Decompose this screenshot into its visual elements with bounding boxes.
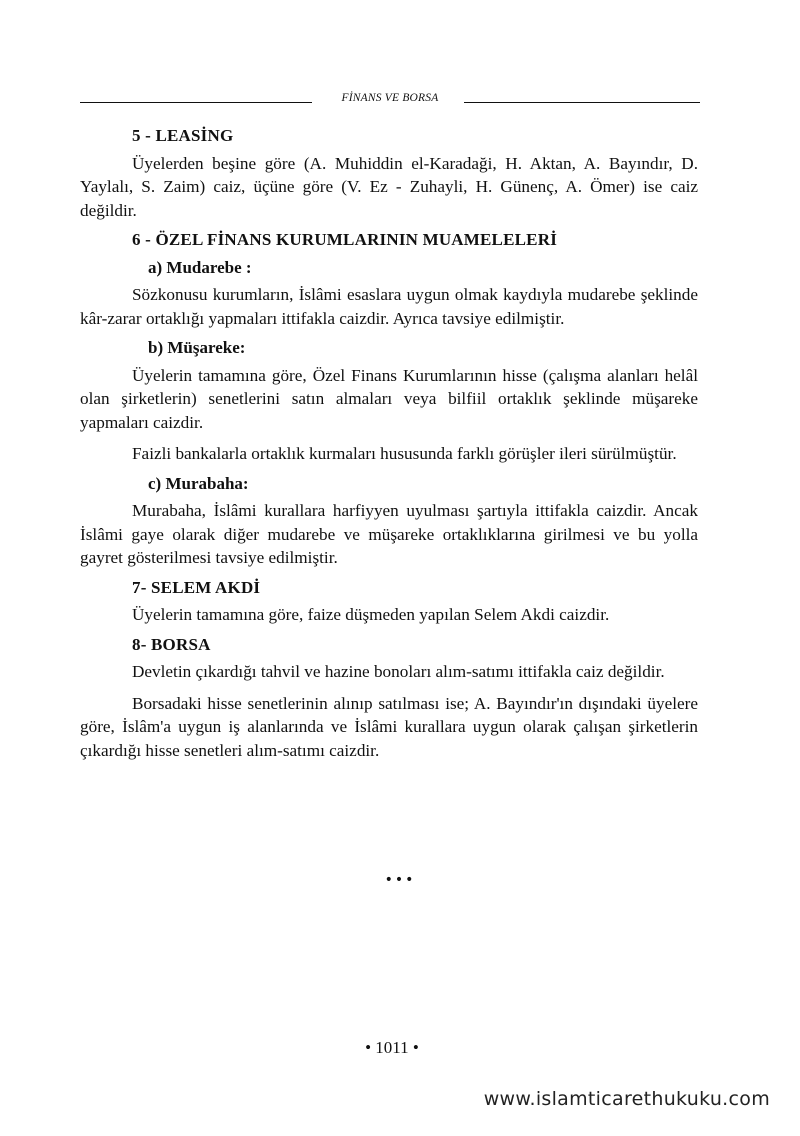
watermark-url: www.islamticarethukuku.com (483, 1088, 770, 1110)
section-heading: 8- BORSA (132, 634, 211, 654)
page-number: • 1011 • (365, 1038, 419, 1057)
section-borsa (80, 633, 698, 763)
paragraph: Devletin çıkardığı tahvil ve hazine bonoları alım-satımı ittifakla caiz değildir. (132, 662, 665, 681)
header-rule-right (464, 102, 700, 103)
header-rule-left (80, 102, 312, 103)
section-heading: 5 - LEASİNG (132, 126, 234, 145)
section-separator: ••• (384, 872, 416, 888)
running-title: FİNANS VE BORSA (341, 92, 439, 104)
subsection-heading: c) Murabaha: (148, 473, 249, 493)
paragraph: Üyelerin tamamına göre, faize düşmeden yapılan Selem Akdi caizdir. (132, 605, 610, 624)
paragraph: Üyelerin tamamına göre, Özel Finans Kurumlarının hisse (çalışma alanları helâl olan şirketlerin) senetlerini satın almaları veya bilfiil ortaklık şeklinde müşareke yapmaları caizdir. (80, 365, 698, 432)
paragraph: Üyelerden beşine göre (A. Muhiddin el-Karadaği, H. Aktan, A. Bayındır, D. Yaylalı, S. Zaim) caiz, üçüne göre (V. Ez - Zuhayli, H. Günenç, A. Ömer) ise caiz değildir. (80, 153, 698, 220)
subsection-heading: b) Müşareke: (148, 338, 246, 357)
section-ozel-finans (80, 228, 698, 570)
subsection-heading: a) Mudarebe : (148, 257, 252, 277)
paragraph: Murabaha, İslâmi kurallara harfiyyen uyulması şartıyla ittifakla caizdir. Ancak İslâmi gaye olarak diğer mudarebe ve müşareke ortaklıklarına girilmesi ve bu yolla gayret gösterilmesi tavsiye edilmiştir. (80, 501, 698, 567)
paragraph: Faizli bankalarla ortaklık kurmaları hususunda farklı görüşler ileri sürülmüştür. (132, 444, 677, 463)
section-leasing (80, 124, 698, 222)
page-content (80, 124, 698, 768)
section-heading: 7- SELEM AKDİ (132, 577, 261, 597)
running-header (80, 92, 700, 110)
paragraph: Borsadaki hisse senetlerinin alınıp satılması ise; A. Bayındır'ın dışındaki üyelere göre, İslâm'a uygun iş alanlarında ve İslâmi kurallara uygun olarak çalışan şirketlerin çıkardığı hisse senetleri alım-satımı caizdir. (80, 693, 698, 760)
paragraph: Sözkonusu kurumların, İslâmi esaslara uygun olmak kaydıyla mudarebe şeklinde kâr-zarar ortaklığı yapmaları ittifakla caizdir. Ayrıca tavsiye edilmiştir. (80, 285, 698, 328)
section-heading: 6 - ÖZEL FİNANS KURUMLARININ MUAMELELERİ (132, 230, 558, 249)
section-selem-akdi (80, 576, 698, 627)
